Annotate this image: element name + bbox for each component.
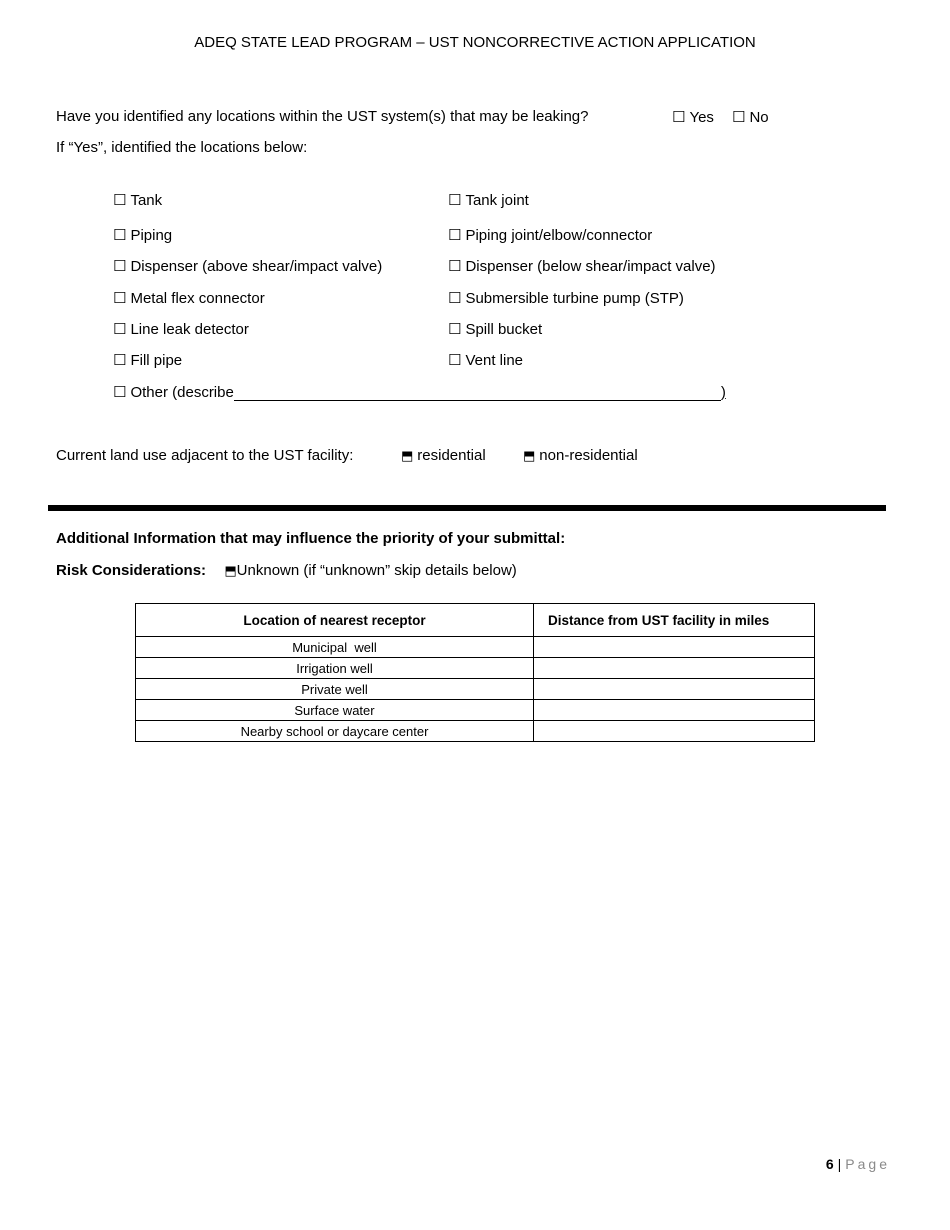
checkbox-icon[interactable]: ☐ bbox=[113, 257, 127, 275]
receptor-table bbox=[135, 603, 815, 742]
checkbox-checked-icon[interactable]: ⬒ bbox=[523, 449, 536, 464]
page-separator: | bbox=[837, 1156, 842, 1172]
leak-followup-text: If “Yes”, identified the locations below: bbox=[56, 139, 308, 156]
location-option[interactable] bbox=[448, 191, 529, 209]
location-option[interactable] bbox=[113, 191, 162, 209]
location-label: Line leak detector bbox=[130, 321, 249, 338]
page-label: Page bbox=[845, 1156, 890, 1172]
page-header-title: ADEQ STATE LEAD PROGRAM – UST NONCORRECTIVE ACTION APPLICATION bbox=[194, 34, 756, 51]
risk-considerations-row bbox=[56, 562, 517, 579]
location-option[interactable] bbox=[448, 289, 684, 307]
table-row bbox=[136, 721, 815, 742]
land-use-residential-option[interactable] bbox=[401, 447, 486, 464]
location-option[interactable] bbox=[113, 320, 249, 338]
checkbox-icon[interactable]: ☐ bbox=[672, 108, 686, 126]
column-header-distance: Distance from UST facility in miles bbox=[534, 604, 815, 637]
receptor-location-cell: Municipal well bbox=[136, 637, 534, 658]
receptor-location-cell: Nearby school or daycare center bbox=[136, 721, 534, 742]
receptor-distance-cell[interactable] bbox=[534, 637, 815, 658]
land-use-question: Current land use adjacent to the UST facility: bbox=[56, 447, 354, 464]
location-option[interactable] bbox=[113, 289, 265, 307]
location-label: Fill pipe bbox=[130, 352, 183, 369]
location-label: Vent line bbox=[465, 352, 523, 369]
location-option[interactable] bbox=[113, 351, 182, 369]
checkbox-icon[interactable]: ☐ bbox=[113, 320, 127, 338]
checkbox-icon[interactable]: ☐ bbox=[732, 108, 746, 126]
receptor-distance-cell[interactable] bbox=[534, 721, 815, 742]
location-option[interactable] bbox=[448, 226, 652, 244]
receptor-distance-cell[interactable] bbox=[534, 700, 815, 721]
checkbox-icon[interactable]: ☐ bbox=[113, 191, 127, 209]
location-option[interactable] bbox=[448, 320, 542, 338]
location-label: Dispenser (below shear/impact valve) bbox=[465, 258, 716, 275]
risk-considerations-label: Risk Considerations: bbox=[56, 562, 207, 579]
location-option[interactable] bbox=[448, 351, 523, 369]
section-divider bbox=[48, 505, 886, 511]
checkbox-checked-icon[interactable]: ⬒ bbox=[224, 564, 237, 579]
table-row bbox=[136, 658, 815, 679]
checkbox-icon[interactable]: ☐ bbox=[448, 191, 462, 209]
table-row bbox=[136, 700, 815, 721]
unknown-option-label: Unknown (if “unknown” skip details below) bbox=[236, 562, 517, 579]
checkbox-icon[interactable]: ☐ bbox=[113, 226, 127, 244]
location-option[interactable] bbox=[113, 257, 382, 275]
checkbox-icon[interactable]: ☐ bbox=[448, 226, 462, 244]
no-label: No bbox=[749, 109, 769, 126]
checkbox-icon[interactable]: ☐ bbox=[448, 289, 462, 307]
location-label: Piping joint/elbow/connector bbox=[465, 227, 653, 244]
location-label: Spill bucket bbox=[465, 321, 543, 338]
page-footer bbox=[826, 1156, 890, 1172]
checkbox-icon[interactable]: ☐ bbox=[448, 320, 462, 338]
non-residential-label: non-residential bbox=[539, 447, 638, 464]
checkbox-icon[interactable]: ☐ bbox=[113, 351, 127, 369]
table-row bbox=[136, 679, 815, 700]
other-label: Other (describe bbox=[130, 384, 234, 401]
location-label: Submersible turbine pump (STP) bbox=[465, 290, 684, 307]
location-label: Tank bbox=[130, 192, 163, 209]
checkbox-icon[interactable]: ☐ bbox=[448, 351, 462, 369]
location-option[interactable] bbox=[113, 226, 172, 244]
other-close-paren: ) bbox=[720, 384, 726, 401]
checkbox-icon[interactable]: ☐ bbox=[448, 257, 462, 275]
location-option[interactable] bbox=[448, 257, 716, 275]
receptor-location-cell: Irrigation well bbox=[136, 658, 534, 679]
page-number: 6 bbox=[825, 1156, 834, 1172]
receptor-location-cell: Surface water bbox=[136, 700, 534, 721]
other-location-option[interactable] bbox=[113, 383, 726, 401]
land-use-nonresidential-option[interactable] bbox=[523, 447, 638, 464]
leak-question-text: Have you identified any locations within the UST system(s) that may be leaking? bbox=[56, 108, 589, 125]
leak-no-option[interactable] bbox=[732, 108, 769, 126]
residential-label: residential bbox=[417, 447, 486, 464]
checkbox-icon[interactable]: ☐ bbox=[113, 289, 127, 307]
receptor-distance-cell[interactable] bbox=[534, 658, 815, 679]
table-row bbox=[136, 637, 815, 658]
location-label: Dispenser (above shear/impact valve) bbox=[130, 258, 383, 275]
additional-info-heading: Additional Information that may influence the priority of your submittal: bbox=[56, 530, 566, 547]
receptor-location-cell: Private well bbox=[136, 679, 534, 700]
location-label: Tank joint bbox=[465, 192, 529, 209]
checkbox-checked-icon[interactable]: ⬒ bbox=[401, 449, 414, 464]
checkbox-icon[interactable]: ☐ bbox=[113, 383, 127, 401]
other-describe-field[interactable] bbox=[234, 386, 721, 401]
column-header-location: Location of nearest receptor bbox=[136, 604, 534, 637]
receptor-distance-cell[interactable] bbox=[534, 679, 815, 700]
table-header-row bbox=[136, 604, 815, 637]
location-label: Metal flex connector bbox=[130, 290, 265, 307]
location-label: Piping bbox=[130, 227, 173, 244]
leak-yes-option[interactable] bbox=[672, 108, 714, 126]
yes-label: Yes bbox=[689, 109, 714, 126]
